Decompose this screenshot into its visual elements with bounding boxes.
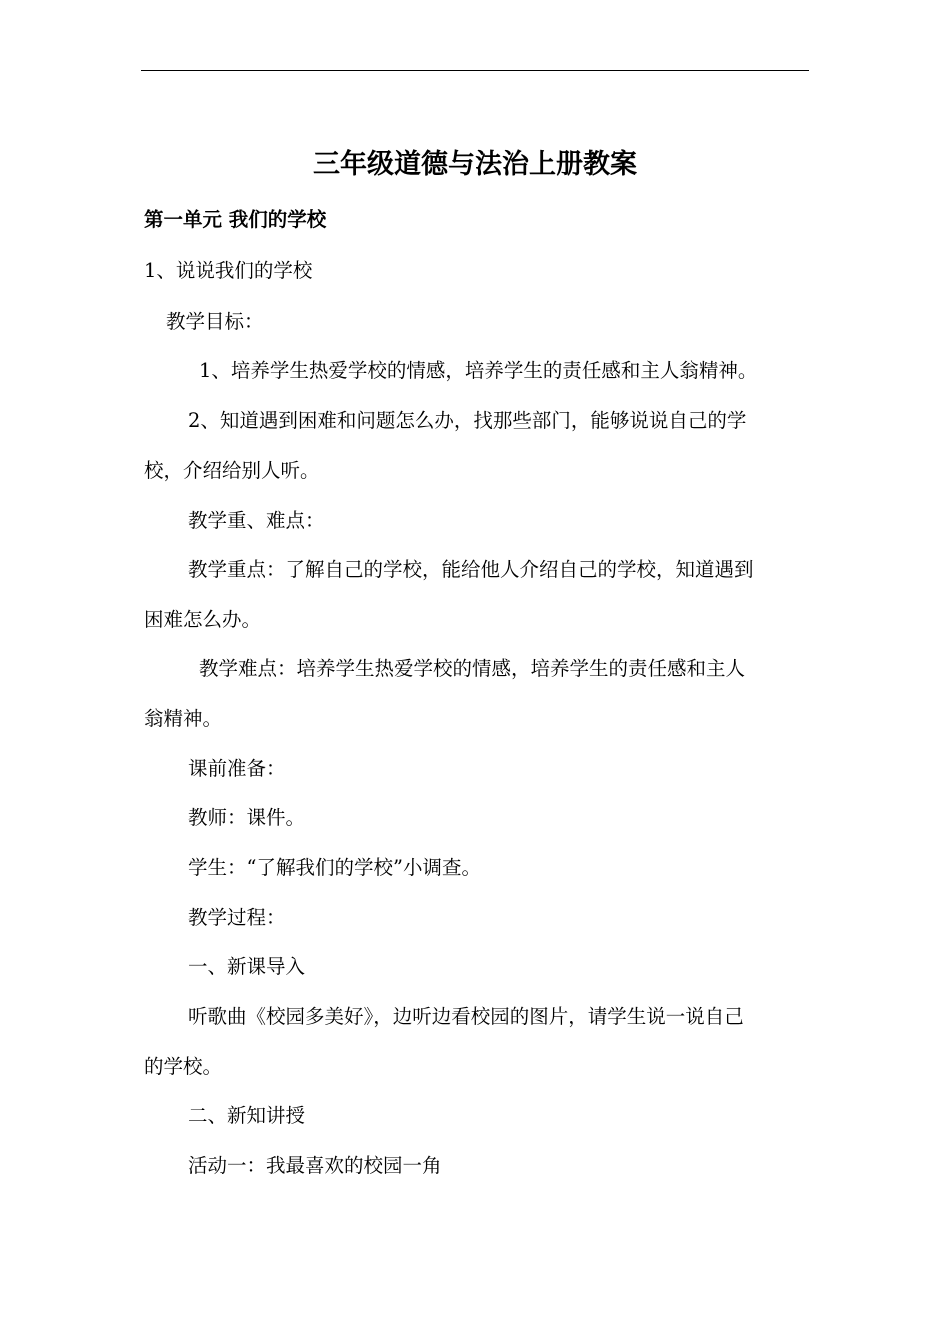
step-1-line-1: 听歌曲《校园多美好》，边听边看校园的图片，请学生说一说自己 [188,1005,744,1028]
unit-heading: 第一单元 我们的学校 [144,208,327,231]
process-label: 教学过程： [188,906,286,929]
preparation-label: 课前准备： [188,757,286,780]
teacher-prep: 教师：课件。 [188,806,306,829]
objectives-label: 教学目标： [166,310,264,333]
difficulty-line-1: 教学难点：培养学生热爱学校的情感，培养学生的责任感和主人 [199,657,746,680]
step-1-line-2: 的学校。 [144,1055,223,1078]
document-title: 三年级道德与法治上册教案 [313,149,637,180]
header-rule [141,70,809,71]
step-1-heading: 一、新课导入 [188,955,306,978]
difficulty-line-2: 翁精神。 [144,707,223,730]
key-point-line-2: 困难怎么办。 [144,608,262,631]
activity-1: 活动一：我最喜欢的校园一角 [188,1154,442,1177]
objective-2-line-2: 校，介绍给别人听。 [144,459,320,482]
key-points-label: 教学重、难点： [188,509,325,532]
objective-1: 1、培养学生热爱学校的情感，培养学生的责任感和主人翁精神。 [199,359,758,382]
step-2-heading: 二、新知讲授 [188,1104,306,1127]
key-point-line-1: 教学重点：了解自己的学校，能给他人介绍自己的学校，知道遇到 [188,558,754,581]
student-prep: 学生：“了解我们的学校”小调查。 [188,856,481,879]
objective-2-line-1: 2、知道遇到困难和问题怎么办，找那些部门，能够说说自己的学 [188,409,747,432]
lesson-title: 1、说说我们的学校 [144,259,313,282]
